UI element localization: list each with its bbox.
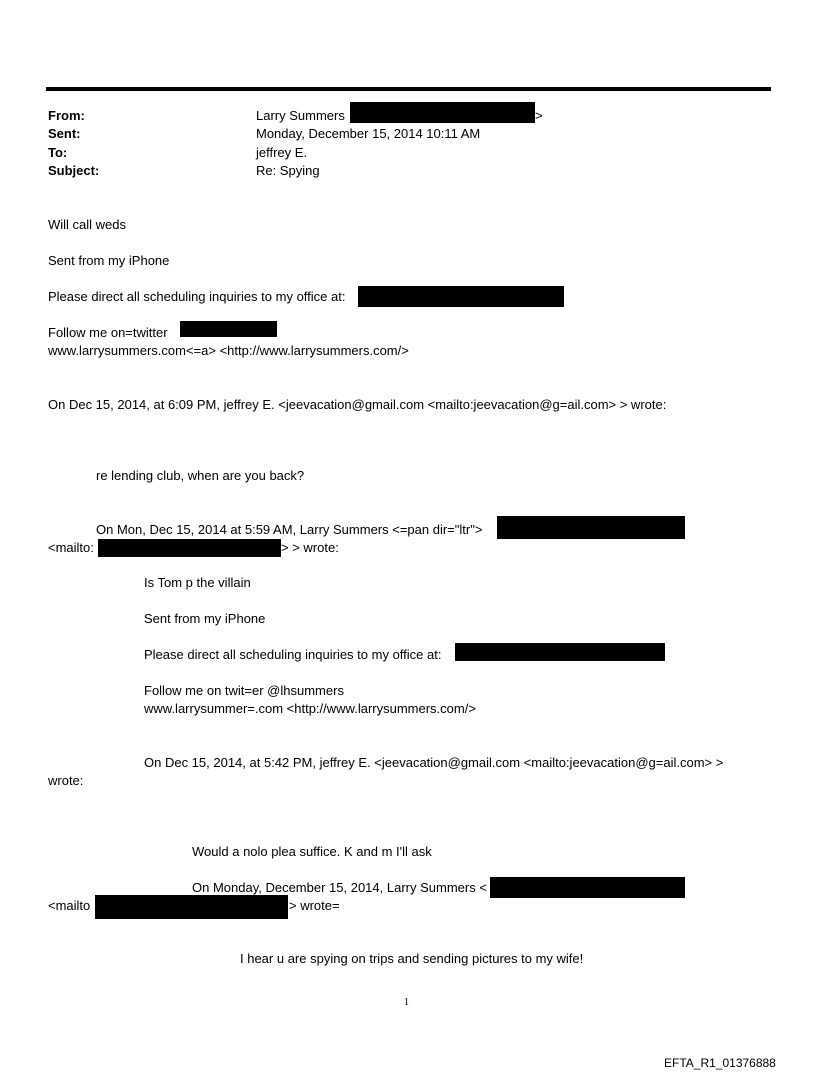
subject-label: Subject: [48,163,100,178]
body-line: Sent from my iPhone [48,253,170,268]
quote-header: On Mon, Dec 15, 2014 at 5:59 AM, Larry Summers <=pan dir="ltr"> [96,522,483,537]
to-value: jeffrey E. [256,145,308,160]
subject-value: Re: Spying [256,163,320,178]
quote-header: On Monday, December 15, 2014, Larry Summers < [192,880,487,895]
quote-header: On Dec 15, 2014, at 6:09 PM, jeffrey E. <jeevacation@gmail.com <mailto:jeevacation@g=ail.com> > wrote: [48,397,667,412]
body-line: Follow me on twit=er @lhsummers [144,683,344,698]
page-number: 1 [404,997,409,1008]
redaction-mailto [95,895,288,919]
redaction-email [490,877,685,898]
quote-header-cont: wrote: [48,773,84,788]
from-value: Larry Summers [256,108,345,123]
to-label: To: [48,145,68,160]
redaction-email [497,516,685,539]
body-line: Follow me on=twitter [48,325,168,340]
body-line: Is Tom p the villain [144,575,251,590]
mailto-line: <mailto: [48,540,94,555]
header-rule [46,87,771,91]
body-line: I hear u are spying on trips and sending pictures to my wife! [240,951,584,966]
body-line: Would a nolo plea suffice. K and m I'll ask [192,844,432,859]
quote-header: On Dec 15, 2014, at 5:42 PM, jeffrey E. <jeevacation@gmail.com <mailto:jeevacation@g=ail.com> > [144,755,724,770]
from-label: From: [48,108,85,123]
mailto-line: <mailto [48,898,91,913]
sent-label: Sent: [48,126,81,141]
body-line: Sent from my iPhone [144,611,266,626]
body-line: re lending club, when are you back? [96,468,305,483]
mailto-tail: > > wrote: [281,540,339,555]
body-line: Please direct all scheduling inquiries to my office at: [144,647,442,662]
mailto-tail: > wrote= [289,898,340,913]
redaction-from-email [350,102,535,123]
document-id: EFTA_R1_01376888 [664,1056,776,1070]
body-line: Will call weds [48,217,127,232]
sent-value: Monday, December 15, 2014 10:11 AM [256,126,481,141]
body-line: Please direct all scheduling inquiries to my office at: [48,289,346,304]
redaction-office-email [455,643,665,661]
redaction-twitter-handle [180,321,277,337]
body-line: www.larrysummer=.com <http://www.larrysummers.com/> [144,701,476,716]
redaction-office-email [358,286,564,307]
body-line: www.larrysummers.com<=a> <http://www.larrysummers.com/> [48,343,409,358]
from-tail: > [535,108,543,123]
redaction-mailto [98,539,281,557]
